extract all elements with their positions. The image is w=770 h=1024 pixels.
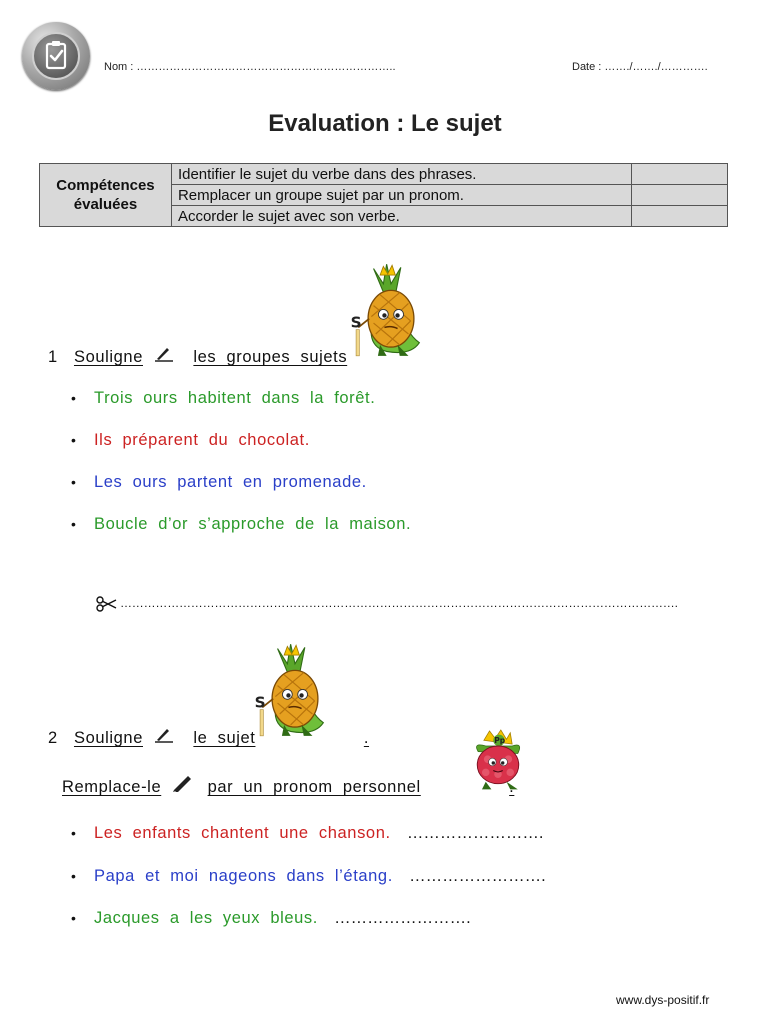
scissors-icon [96, 596, 118, 617]
answer-blank: ……………………. [334, 909, 471, 927]
list-item: • Les ours partent en promenade. [94, 473, 367, 492]
exercise2-instruction2 [62, 774, 514, 797]
name-field-label: Nom : …………………………………………………………….. [104, 61, 396, 73]
exercise1-number: 1 [48, 348, 58, 366]
list-item: • Papa et moi nageons dans l’étang. ……………………. [94, 867, 546, 886]
skill-row: Accorder le sujet avec son verbe. [171, 206, 631, 227]
pineapple-subject-mascot-icon [346, 262, 436, 358]
competences-table [39, 163, 728, 227]
score-cell [632, 164, 728, 185]
list-item: • Jacques a les yeux bleus. ……………………. [94, 909, 471, 928]
exercise2-number: 2 [48, 729, 58, 747]
score-cell [632, 185, 728, 206]
cut-line: ……………………………………………………………………………………………………………………………. [120, 596, 678, 610]
skill-row: Remplacer un groupe sujet par un pronom. [171, 185, 631, 206]
exercise2-instruction2-end: . [509, 778, 515, 796]
exercise1-verb: Souligne [73, 348, 143, 366]
pineapple-subject-mascot-icon [250, 642, 340, 738]
clipboard-logo-icon [22, 22, 90, 90]
answer-blank: ……………………. [406, 824, 544, 842]
skill-row: Identifier le sujet du verbe dans des phrases. [171, 164, 631, 185]
competences-heading: Compétences évaluées [40, 164, 172, 227]
exercise1-object: les groupes sujets [193, 348, 348, 366]
list-item: • Ils préparent du chocolat. [94, 431, 310, 450]
list-item: • Les enfants chantent une chanson. ……………………. [94, 824, 543, 843]
exercise2-verb: Souligne [73, 729, 143, 747]
exercise2-instruction [48, 727, 369, 748]
pencil-underline-icon [153, 346, 183, 367]
list-item: • Trois ours habitent dans la forêt. [94, 389, 375, 408]
footer-url: www.dys-positif.fr [616, 993, 710, 1007]
page-title: Evaluation : Le sujet [268, 110, 502, 137]
exercise2-object: le sujet [193, 729, 256, 747]
pen-icon [171, 774, 197, 797]
exercise2-replace-verb: Remplace-le [62, 778, 162, 796]
list-item: • Boucle d’or s’approche de la maison. [94, 515, 411, 534]
exercise2-end: . [363, 729, 370, 747]
pencil-underline-icon [153, 727, 183, 748]
exercise1-instruction [48, 346, 347, 367]
exercise2-replace-object: par un pronom personnel [207, 778, 421, 796]
date-field-label: Date : ……./……./…………. [572, 61, 708, 73]
answer-blank: ……………………. [409, 867, 546, 885]
score-cell [632, 206, 728, 227]
